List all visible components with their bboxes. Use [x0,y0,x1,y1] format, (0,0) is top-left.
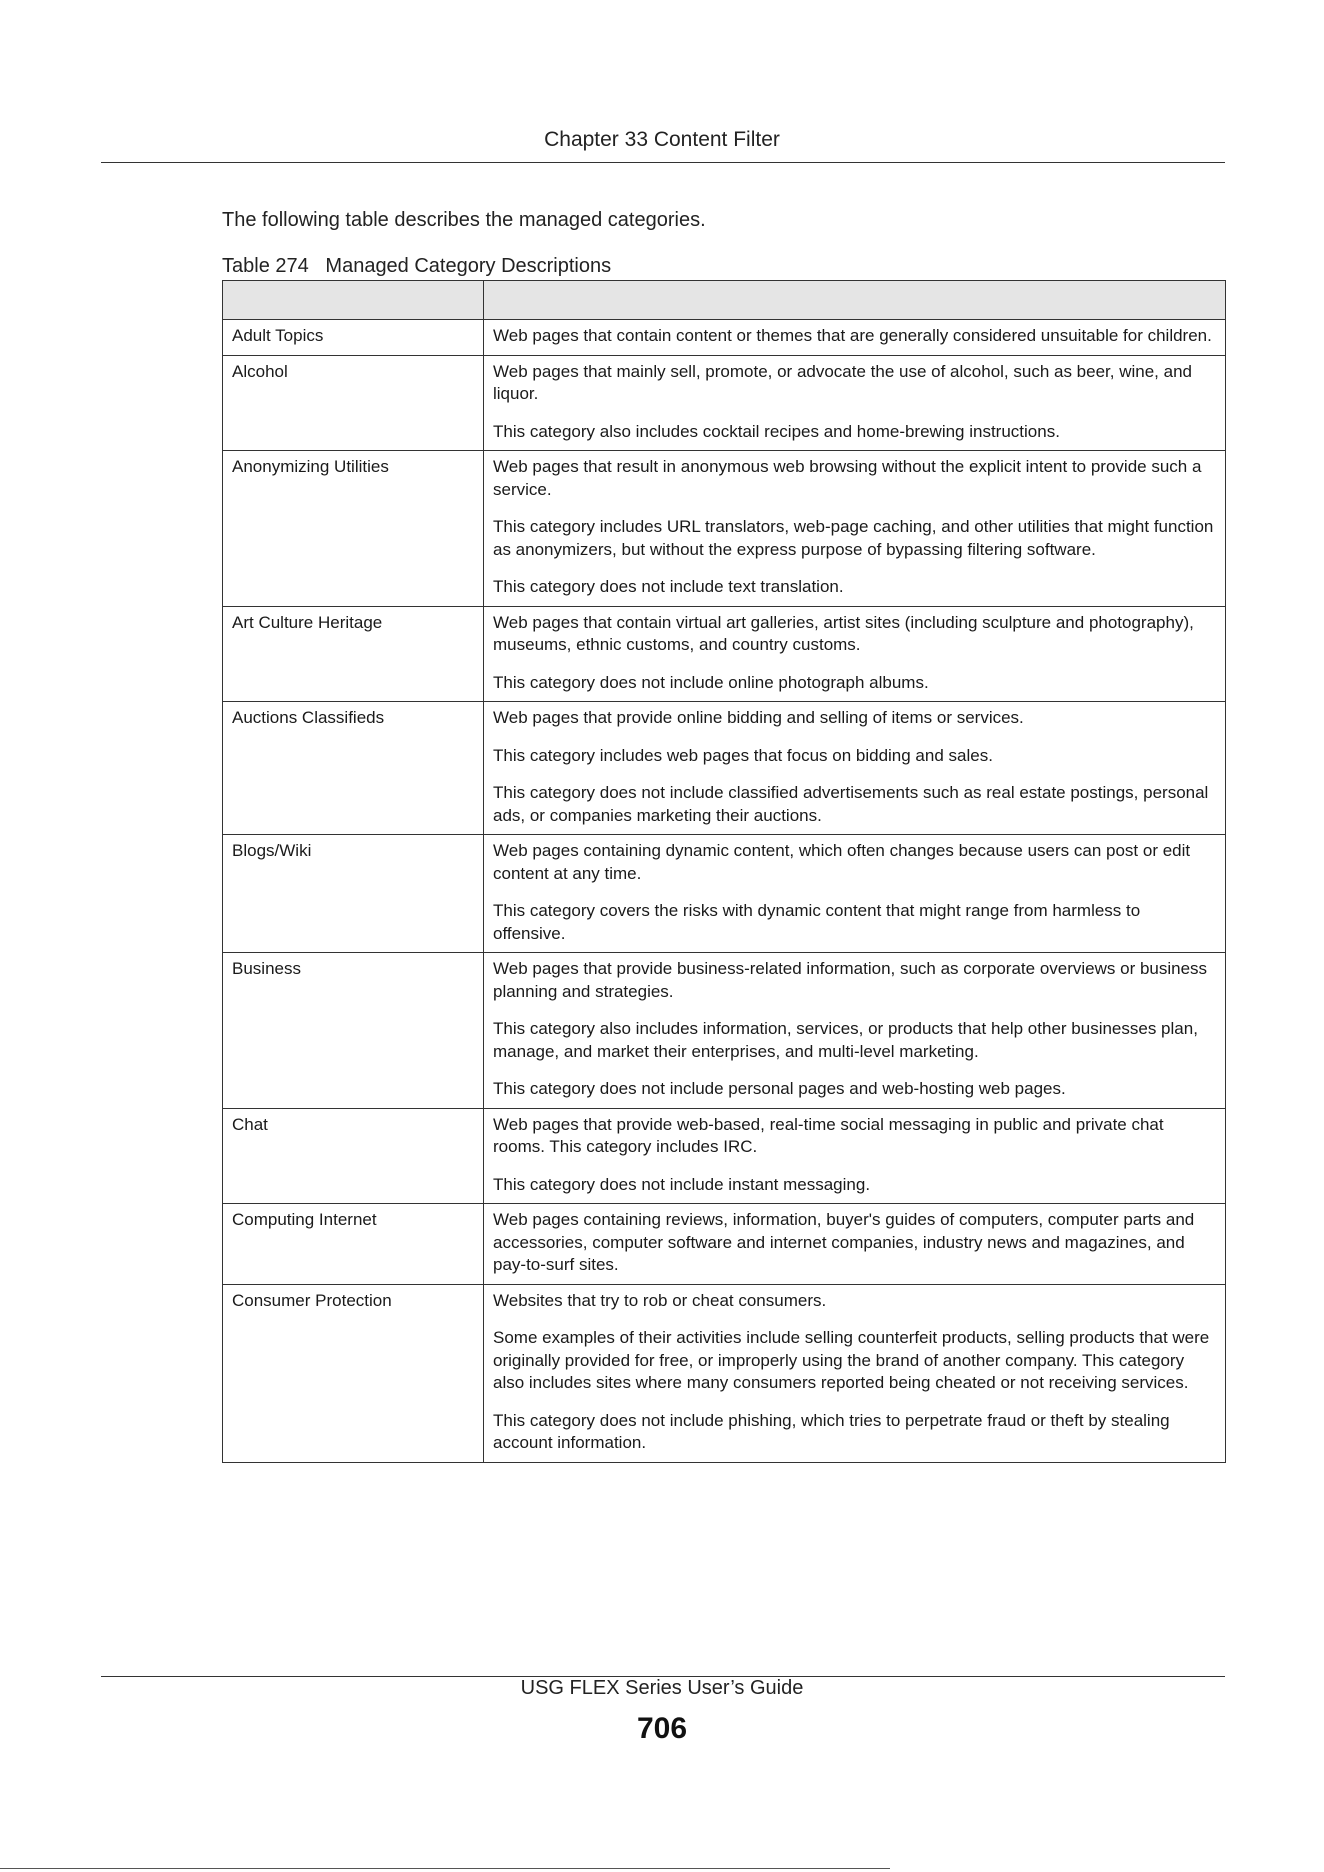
table-header-row [223,281,1226,320]
chapter-header: Chapter 33 Content Filter [544,128,780,151]
description-paragraph: Websites that try to rob or cheat consumers. [493,1290,827,1310]
table-body [223,320,1226,1463]
description-paragraph: Some examples of their activities include selling counterfeit products, selling products that were originally provided for free, or improperly using the brand of another company. This category also includes sites where many consumers reported being cheated or not receiving services. [493,1328,1210,1392]
category-name-cell: Anonymizing Utilities [223,451,484,607]
category-description-cell [484,355,1226,451]
description-paragraph: This category includes web pages that focus on bidding and sales. [493,745,993,765]
category-description-cell [484,702,1226,835]
guide-title: USG FLEX Series User’s Guide [520,1677,804,1699]
description-paragraph: This category does not include text translation. [493,577,844,596]
category-description-cell [484,953,1226,1109]
description-paragraph: Web pages that mainly sell, promote, or advocate the use of alcohol, such as beer, wine, and liquor. [493,361,1192,403]
category-description-cell [484,1284,1226,1462]
description-paragraph: Web pages that result in anonymous web browsing without the explicit intent to provide such a service. [493,457,1202,499]
category-description-cell [484,1204,1226,1285]
category-name-cell: Blogs/Wiki [223,835,484,953]
category-description-cell [484,606,1226,702]
table-caption: Table 274 Managed Category Descriptions [222,255,612,277]
intro-text: The following table describes the managed categories. [222,209,706,231]
table-row [223,1204,1226,1285]
description-paragraph: This category does not include classified advertisements such as real estate postings, personal ads, or companies marketing their auctions. [493,783,1209,825]
category-name-cell: Art Culture Heritage [223,606,484,702]
table-row [223,1108,1226,1204]
category-description-cell [484,451,1226,607]
page-number: 706 [636,1712,688,1745]
column-header-category [223,281,484,320]
category-name-cell: Business [223,953,484,1109]
category-description-cell [484,320,1226,356]
table-row [223,606,1226,702]
managed-categories-table [222,280,1226,1463]
table-row [223,953,1226,1109]
category-description-cell [484,1108,1226,1204]
category-description-cell [484,835,1226,953]
description-paragraph: This category does not include phishing, which tries to perpetrate fraud or theft by stealing account information. [493,1410,1170,1452]
description-paragraph: Web pages that contain content or themes that are generally considered unsuitable for children. [493,326,1212,345]
description-paragraph: Web pages containing reviews, information, buyer's guides of computers, computer parts and accessories, computer software and internet companies, industry news and magazines, and pay-to-surf sites. [493,1210,1195,1274]
description-paragraph: This category includes URL translators, web-page caching, and other utilities that might function as anonymizers, but without the express purpose of bypassing filtering software. [493,517,1214,559]
category-name-cell: Adult Topics [223,320,484,356]
description-paragraph: Web pages that contain virtual art galleries, artist sites (including sculpture and photography), museums, ethnic customs, and country customs. [493,612,1194,654]
category-name-cell: Auctions Classifieds [223,702,484,835]
description-paragraph: This category does not include instant messaging. [493,1174,871,1194]
description-paragraph: Web pages that provide business-related information, such as corporate overviews or business planning and strategies. [493,959,1208,1001]
page-edge-line [0,1868,890,1869]
description-paragraph: This category does not include personal pages and web-hosting web pages. [493,1079,1066,1098]
description-paragraph: This category covers the risks with dynamic content that might range from harmless to offensive. [493,901,1141,943]
column-header-description [484,281,1226,320]
description-paragraph: This category does not include online photograph albums. [493,672,929,692]
description-paragraph: Web pages containing dynamic content, which often changes because users can post or edit content at any time. [493,841,1191,883]
category-name-cell: Alcohol [223,355,484,451]
category-name-cell: Computing Internet [223,1204,484,1285]
table-row [223,355,1226,451]
table-row [223,702,1226,835]
category-name-cell: Chat [223,1108,484,1204]
table-row [223,1284,1226,1462]
table-row [223,451,1226,607]
table-row [223,835,1226,953]
description-paragraph: Web pages that provide online bidding and selling of items or services. [493,708,1024,727]
description-paragraph: Web pages that provide web-based, real-time social messaging in public and private chat rooms. This category includes IRC. [493,1114,1164,1156]
header-divider [101,162,1225,163]
table-row [223,320,1226,356]
category-name-cell: Consumer Protection [223,1284,484,1462]
description-paragraph: This category also includes cocktail recipes and home-brewing instructions. [493,421,1060,441]
description-paragraph: This category also includes information, services, or products that help other businesses plan, manage, and market their enterprises, and multi-level marketing. [493,1019,1198,1061]
